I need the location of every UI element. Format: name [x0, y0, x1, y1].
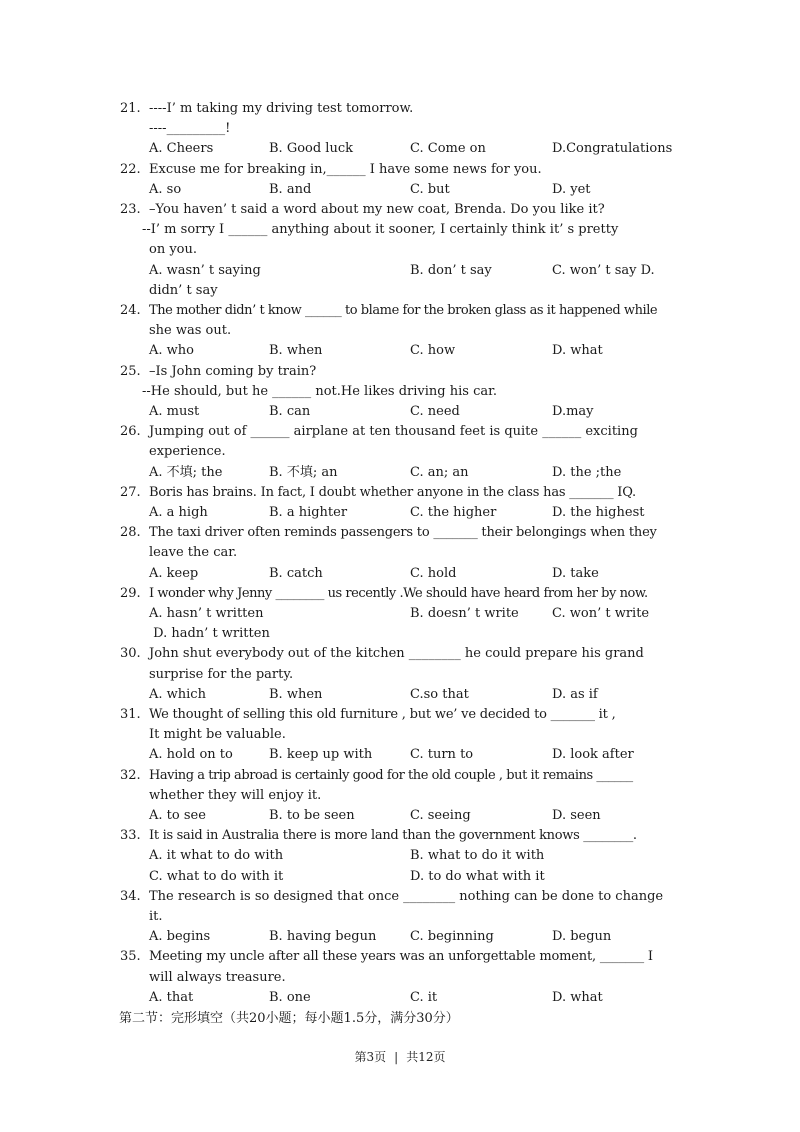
option-b: B. a highter [269, 504, 348, 520]
option-d: D. begun [552, 929, 612, 945]
option-a: A. hasn’ t written [149, 605, 264, 621]
question-number: 27. [120, 484, 141, 500]
question-33 [120, 826, 682, 887]
question-stem: –Is John coming by train? [149, 363, 317, 379]
option-d: D. the ;the [552, 464, 622, 480]
option-c: C. seeing [410, 807, 471, 823]
option-b: B. Good luck [269, 141, 353, 157]
options-row [149, 341, 682, 361]
options-row [149, 806, 682, 826]
options-row [149, 180, 682, 200]
question-number: 23. [120, 201, 141, 217]
option-d: D. the highest [552, 504, 645, 520]
footer-separator: | [394, 1050, 399, 1064]
option-c: C. turn to [410, 747, 474, 763]
options-row [149, 927, 682, 947]
question-continuation: it. [149, 908, 163, 924]
question-31 [120, 705, 682, 766]
question-stem: We thought of selling this old furniture , but we’ ve decided to _______ it , [149, 706, 616, 722]
options-row [149, 564, 682, 584]
question-32 [120, 766, 682, 827]
option-a: A. it what to do with [149, 848, 284, 864]
option-c: C. Come on [410, 141, 486, 157]
question-continuation: ----_________! [149, 121, 231, 137]
question-stem: ----I’ m taking my driving test tomorrow. [149, 101, 414, 116]
question-stem: Meeting my uncle after all these years was an unforgettable moment, _______ I [149, 949, 653, 965]
option-d: D. what [552, 989, 603, 1005]
question-21 [120, 99, 682, 160]
question-number: 21. [120, 101, 141, 116]
page-total: 共12页 [406, 1050, 446, 1064]
options-row [149, 988, 682, 1008]
option-d: D. to do what with it [410, 868, 545, 884]
option-b: B. don’ t say [410, 262, 492, 278]
option-b: B. when [269, 686, 323, 702]
options-row [149, 463, 682, 483]
options-row [149, 685, 682, 705]
question-continuation: --I’ m sorry I ______ anything about it sooner, I certainly think it’ s pretty [142, 222, 619, 238]
question-25 [120, 362, 682, 423]
question-number: 29. [120, 585, 141, 601]
option-c: C. won’ t say D. [552, 262, 655, 278]
question-stem: Jumping out of ______ airplane at ten thousand feet is quite ______ exciting [149, 424, 638, 440]
question-number: 24. [120, 302, 141, 318]
option-b: B. 不填; an [269, 464, 338, 480]
option-a: A. begins [149, 929, 211, 945]
options-row [149, 745, 682, 765]
option-c: C. the higher [410, 504, 497, 520]
options-row [149, 846, 682, 866]
option-c: C. beginning [410, 929, 494, 945]
question-stem: Excuse me for breaking in,______ I have some news for you. [149, 161, 542, 177]
option-c: C. how [410, 343, 456, 359]
question-continuation: will always treasure. [149, 969, 286, 985]
option-d: D.may [552, 403, 594, 419]
question-stem: Having a trip abroad is certainly good for the old couple , but it remains ______ [149, 767, 633, 783]
question-continuation: whether they will enjoy it. [149, 787, 322, 803]
question-26 [120, 422, 682, 483]
question-stem: It is said in Australia there is more land than the government knows ________. [149, 828, 637, 844]
option-b: B. keep up with [269, 747, 373, 763]
option-a: A. 不填; the [149, 464, 223, 480]
question-35 [120, 947, 682, 1008]
question-number: 28. [120, 525, 141, 541]
question-stem: I wonder why Jenny ________ us recently .We should have heard from her by now. [149, 585, 648, 601]
question-number: 33. [120, 828, 141, 844]
question-number: 26. [120, 424, 141, 440]
option-d: D. seen [552, 807, 601, 823]
option-b: B. what to do it with [410, 848, 545, 864]
question-34 [120, 887, 682, 948]
option-a: A. to see [149, 807, 206, 823]
question-continuation: leave the car. [149, 545, 238, 561]
question-30 [120, 644, 682, 705]
question-continuation: --He should, but he ______ not.He likes driving his car. [142, 383, 498, 399]
option-d: D.Congratulations [552, 141, 673, 157]
question-number: 22. [120, 161, 141, 177]
question-stem: The research is so designed that once ________ nothing can be done to change [149, 888, 664, 904]
question-number: 30. [120, 646, 141, 662]
question-number: 34. [120, 888, 141, 904]
option-b: B. when [269, 343, 323, 359]
question-stem: Boris has brains. In fact, I doubt whether anyone in the class has _______ IQ. [149, 484, 636, 500]
option-a: A. who [149, 343, 194, 359]
option-d: didn’ t say [149, 282, 218, 298]
option-a: A. keep [149, 565, 199, 581]
question-29 [120, 584, 682, 645]
option-a: A. Cheers [149, 141, 214, 157]
option-d: D. take [552, 565, 599, 581]
option-a: A. so [149, 181, 182, 197]
option-c: C. need [410, 403, 460, 419]
question-stem: –You haven’ t said a word about my new coat, Brenda. Do you like it? [149, 201, 605, 217]
option-c: C. what to do with it [149, 868, 284, 884]
option-c: C. but [410, 181, 450, 197]
options-row [149, 139, 682, 159]
option-b: B. and [269, 181, 312, 197]
option-a: A. hold on to [149, 747, 233, 763]
question-continuation: It might be valuable. [149, 727, 286, 743]
option-d: D. look after [552, 747, 634, 763]
question-22 [120, 160, 682, 200]
option-c: C. won’ t write [552, 605, 650, 621]
question-number: 25. [120, 363, 141, 379]
options-row [149, 604, 682, 624]
question-23 [120, 200, 682, 301]
question-stem: The mother didn’ t know ______ to blame for the broken glass as it happened while [149, 302, 658, 318]
option-d: D. yet [552, 181, 591, 197]
question-number: 32. [120, 767, 141, 783]
question-stem: John shut everybody out of the kitchen ________ he could prepare his grand [149, 646, 644, 662]
option-a: A. wasn’ t saying [149, 262, 261, 278]
option-b: B. one [269, 989, 311, 1005]
options-row [149, 867, 682, 887]
option-b: B. can [269, 403, 311, 419]
page-footer [0, 1048, 800, 1065]
option-a: A. that [149, 989, 194, 1005]
question-28 [120, 523, 682, 584]
options-row [149, 503, 682, 523]
page-number: 第3页 [354, 1050, 387, 1064]
option-b: B. having begun [269, 929, 377, 945]
options-row [149, 402, 682, 422]
question-continuation: surprise for the party. [149, 666, 294, 682]
question-24 [120, 301, 682, 362]
option-b: B. catch [269, 565, 323, 581]
question-continuation: experience. [149, 444, 226, 460]
option-a: A. must [149, 403, 200, 419]
option-d: D. as if [552, 686, 598, 702]
question-continuation-2: on you. [149, 242, 198, 258]
option-d: D. hadn’ t written [149, 626, 270, 642]
question-continuation: she was out. [149, 323, 232, 339]
option-c: C. hold [410, 565, 457, 581]
question-number: 31. [120, 706, 141, 722]
question-27 [120, 483, 682, 523]
option-c: C. an; an [410, 464, 469, 480]
section-title: 第二节：完形填空（共20小题；每小题1.5分，满分30分） [119, 1010, 459, 1026]
option-b: B. doesn’ t write [410, 605, 519, 621]
question-number: 35. [120, 949, 141, 965]
option-a: A. which [149, 686, 206, 702]
option-d: D. what [552, 343, 603, 359]
options-row [149, 261, 682, 281]
question-list [120, 99, 682, 1029]
option-c: C. it [410, 989, 438, 1005]
question-stem: The taxi driver often reminds passengers to _______ their belongings when they [149, 525, 657, 541]
option-b: B. to be seen [269, 807, 355, 823]
option-a: A. a high [149, 504, 208, 520]
option-c: C.so that [410, 686, 469, 702]
